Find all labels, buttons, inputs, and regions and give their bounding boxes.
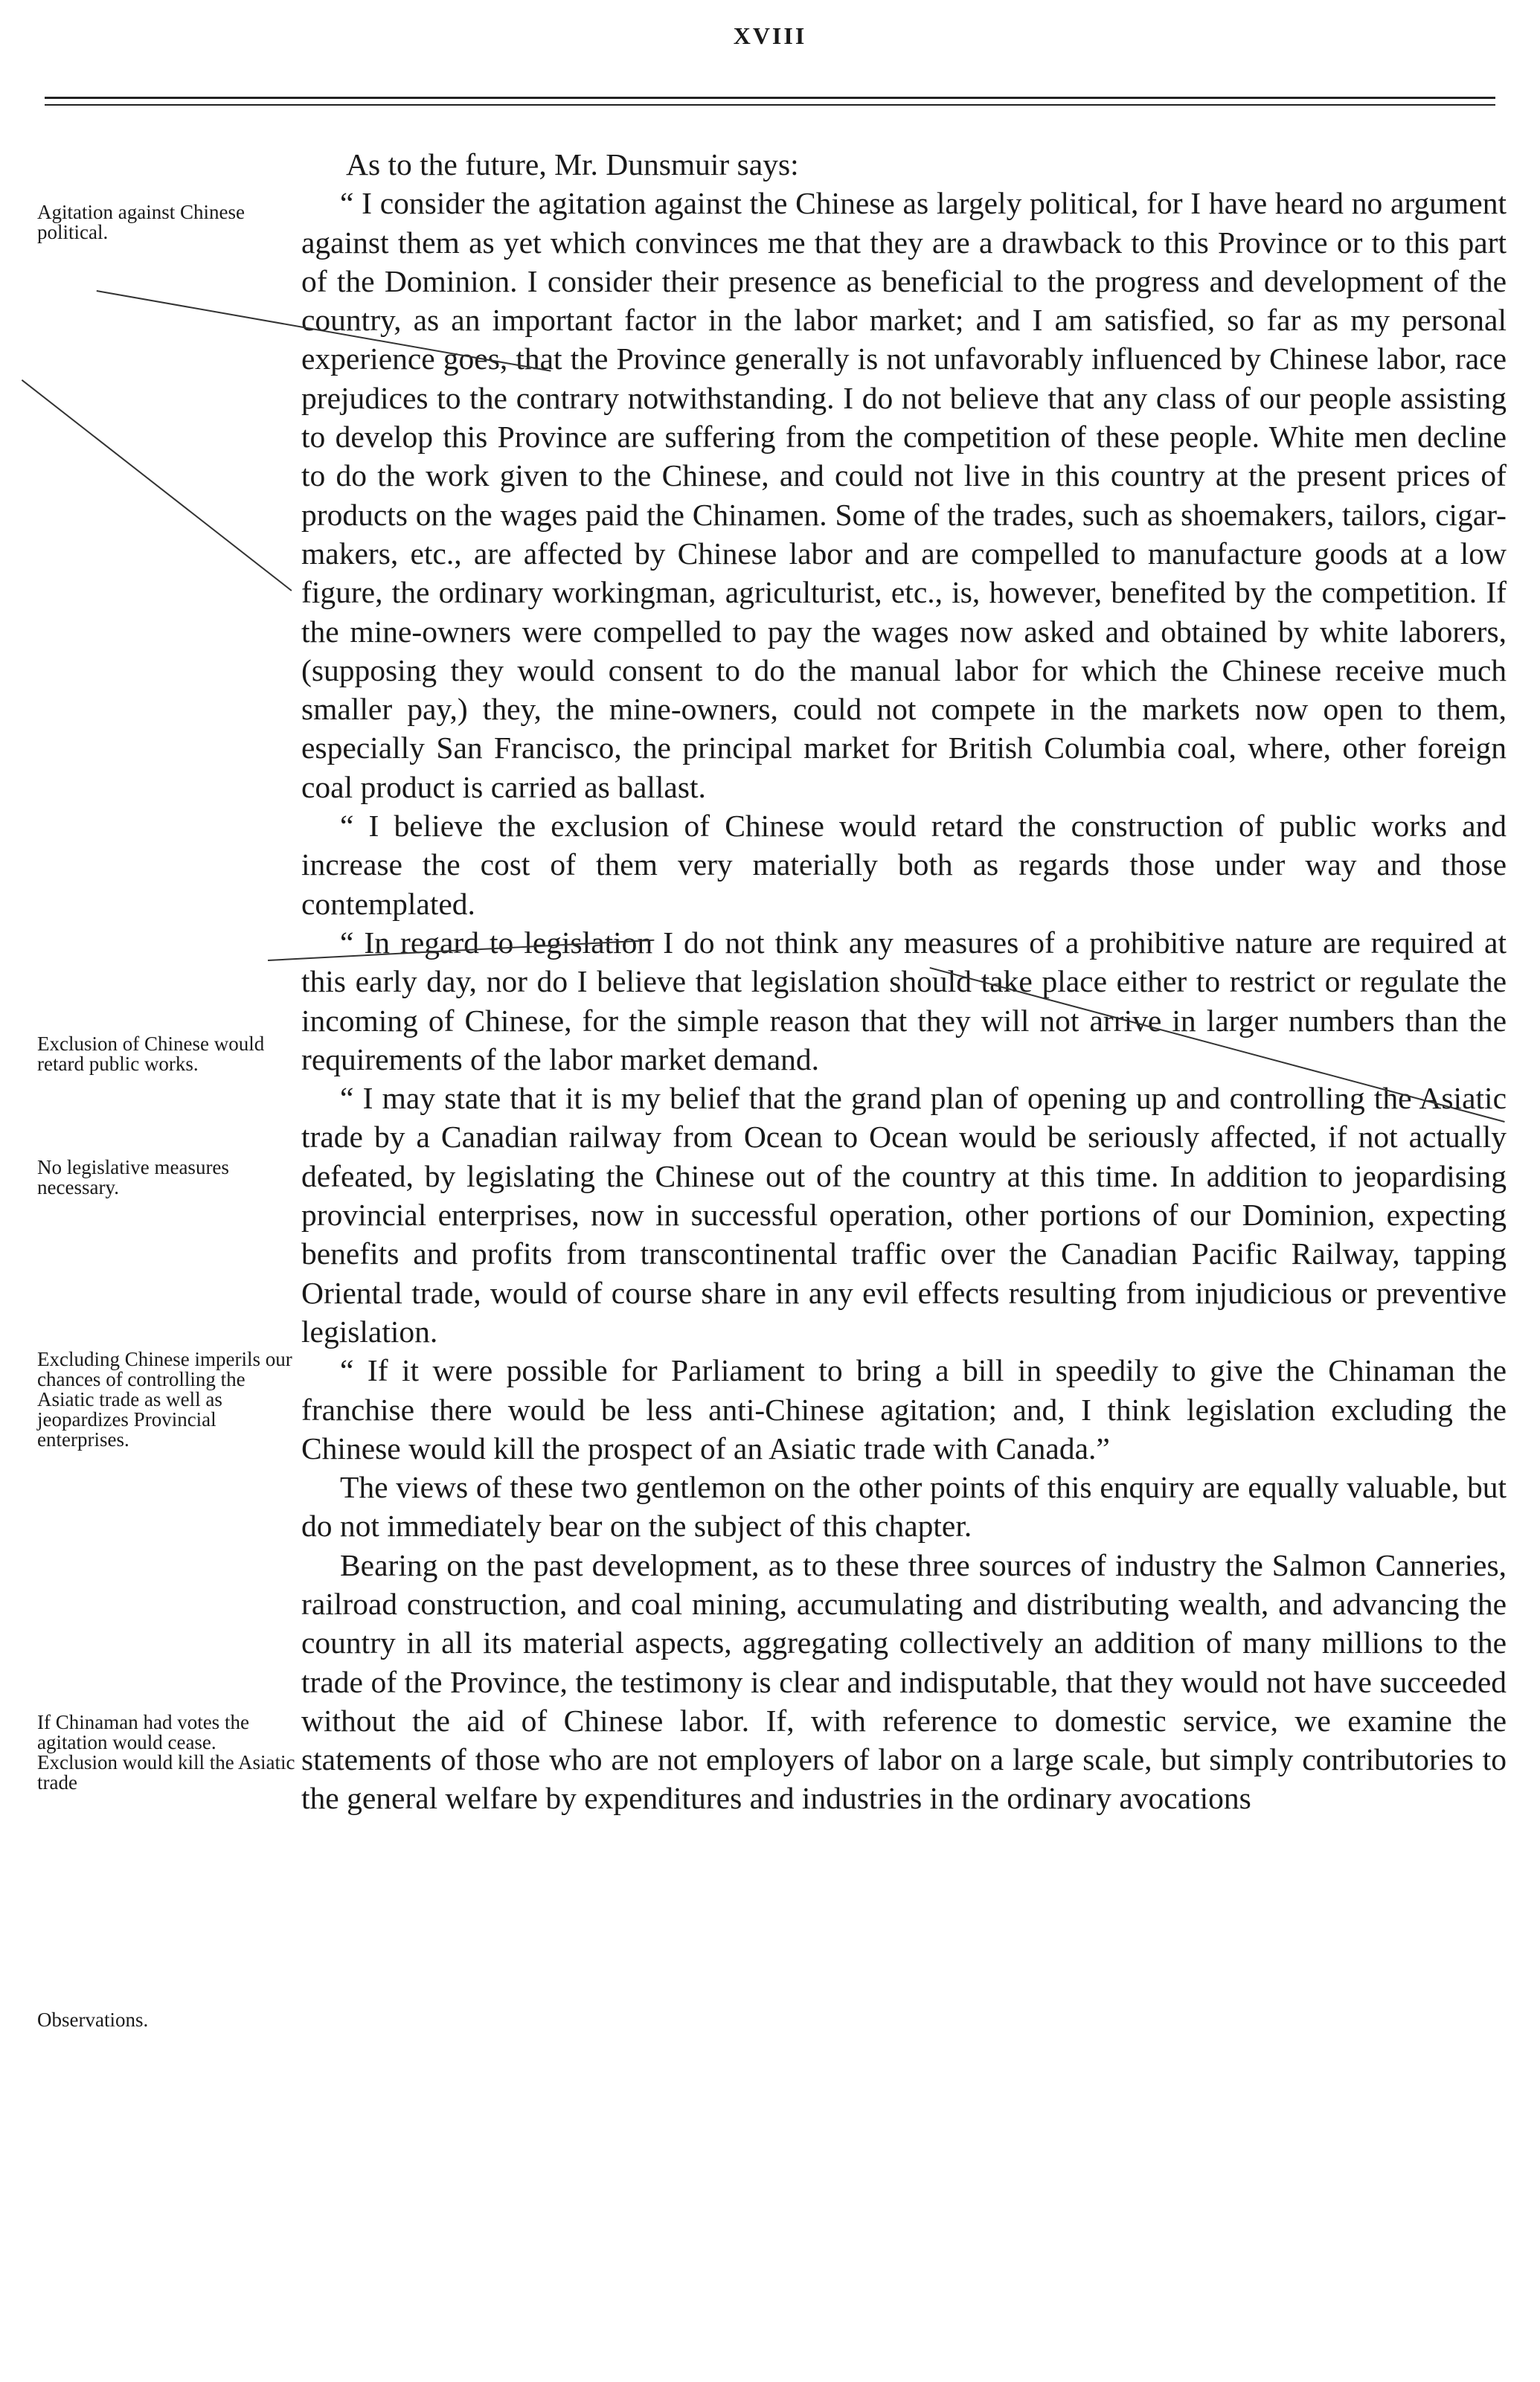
scan-mark <box>22 379 292 591</box>
sidenote-agitation: Agitation against Chinese political. <box>37 201 245 243</box>
paragraph-exclusion: “ I believe the exclusion of Chinese would retard the construction of public works and increase the cost of them very materially both as regards those under way and those contemplated. <box>301 809 1507 921</box>
paragraph-legislation: “ In regard to legislation I do not think any measures of a prohibitive nature are required at this early day, nor do I believe that legislation should take place either to restrict or regulate the incoming of Chinese, for the simple reason that they will not arrive in larger numbers than the requirements of the labor market demand. <box>301 925 1507 1076</box>
sidenote-franchise: If Chinaman had votes the agitation would cease. Exclusion would kill the Asiatic trade <box>37 1711 295 1794</box>
sidenote-exclusion: Exclusion of Chinese would retard public works. <box>37 1033 265 1075</box>
sidenote-observations: Observations. <box>37 2009 149 2031</box>
header-rule-thin <box>45 104 1495 106</box>
page-number: XVIII <box>733 22 807 49</box>
sidenote-asiatic-trade: Excluding Chinese imperils our chances of controlling the Asiatic trade as well as jeopardizes Provincial enterprises. <box>37 1348 292 1451</box>
paragraph-franchise: “ If it were possible for Parliament to bring a bill in speedily to give the Chinaman the franchise there would be less anti-Chinese agitation; and, I think legislation excluding the Chinese would kill the prospect of an Asiatic trade with Canada.” <box>301 1353 1507 1466</box>
paragraph-observations: Bearing on the past development, as to these three sources of industry the Salmon Canneries, railroad construction, and coal mining, accumulating and distributing wealth, and advancing the country in all its material aspects, aggregating collectively an addition of many millions to the trade of the Province, the testimony is clear and indisputable, that they would not have succeeded without the aid of Chinese labor. If, with reference to domestic service, we examine the statements of those who are not employers of labor on a large scale, but simply contributories to the general welfare by expenditures and industries in the ordinary avocations <box>301 1547 1507 1816</box>
paragraph-views: The views of these two gentlemon on the other points of this enquiry are equally valuable, but do not immediately bear on the subject of this chapter. <box>301 1470 1507 1544</box>
paragraph-asiatic-trade: “ I may state that it is my belief that the grand plan of opening up and controlling the Asiatic trade by a Canadian railway from Ocean to Ocean would be seriously affected, if not actually defeated, by legislating the Chinese out of the country at this time. In addition to jeopardising provincial enterprises, now in successful operation, other portions of our Dominion, expecting benefits and profits from transcontinental traffic over the Canadian Pacific Railway, tapping Oriental trade, would of course share in any evil effects resulting from injudicious or preventive legislation. <box>301 1081 1507 1349</box>
header-rule <box>45 97 1495 99</box>
paragraph-intro: As to the future, Mr. Dunsmuir says: <box>346 147 799 182</box>
body-text <box>301 145 1507 1818</box>
paragraph-agitation: “ I consider the agitation against the Chinese as largely political, for I have heard no argument against them as yet which convinces me that they are a drawback to this Province or to this part of the Dominion. I consider their presence as beneficial to the progress and development of the country, as an important factor in the labor market; and I am satisfied, so far as my personal experience goes, that the Province generally is not unfavorably influenced by Chinese labor, race prejudices to the contrary notwithstanding. I do not believe that any class of our people assisting to develop this Province are suffering from the competition of these people. White men decline to do the work given to the Chinese, and could not live in this country at the present prices of products on the wages paid the Chinamen. Some of the trades, such as shoemakers, tailors, cigar-makers, etc., are affected by Chinese labor and are compelled to manufacture goods at a low figure, the ordinary workingman, agriculturist, etc., is, however, benefited by the competition. If the mine-owners were compelled to pay the wages now asked and obtained by white laborers, (supposing they would consent to do the manual labor for which the Chinese receive much smaller pay,) they, the mine-owners, could not compete in the markets now open to them, especially San Francisco, the principal market for British Columbia coal, where, other foreign coal product is carried as ballast. <box>301 186 1507 804</box>
sidenote-no-legislation: No legislative measures necessary. <box>37 1156 229 1198</box>
